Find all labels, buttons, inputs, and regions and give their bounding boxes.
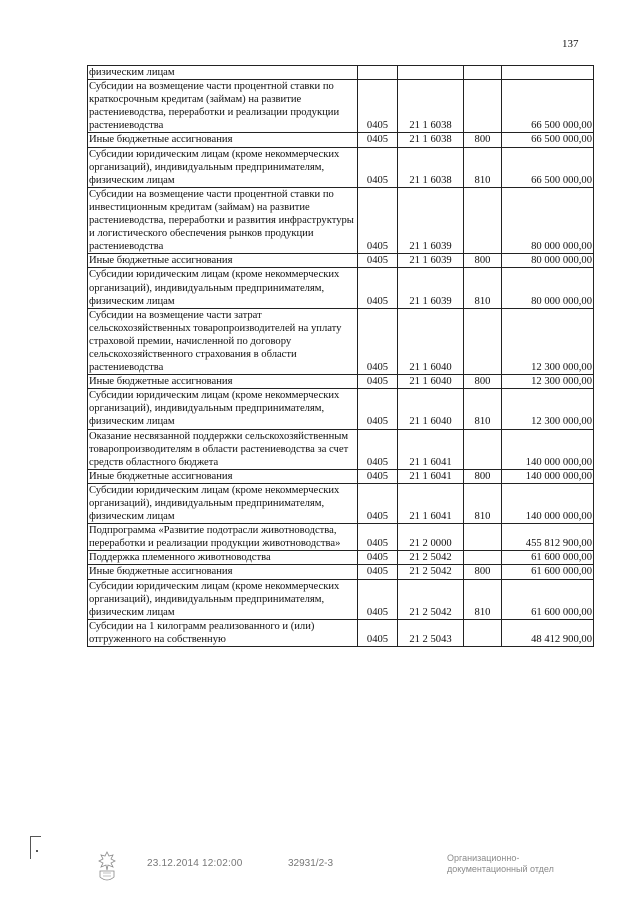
- row-name-cell: Субсидии юридическим лицам (кроме некоммерческих организаций), индивидуальным предпринимателям, физическим лицам: [88, 268, 358, 308]
- row-article-cell: 21 1 6038: [398, 80, 464, 133]
- table-row: [88, 254, 594, 268]
- row-sum-cell: 140 000 000,00: [502, 483, 594, 523]
- row-sum-cell: 61 600 000,00: [502, 579, 594, 619]
- row-sum-cell: 455 812 900,00: [502, 524, 594, 551]
- row-expense-type-cell: 810: [464, 389, 502, 429]
- row-section-cell: 0405: [358, 389, 398, 429]
- row-article-cell: 21 2 5043: [398, 619, 464, 646]
- table-row: [88, 524, 594, 551]
- row-sum-cell: 66 500 000,00: [502, 147, 594, 187]
- budget-table-body: [88, 66, 594, 647]
- row-sum-cell: 12 300 000,00: [502, 375, 594, 389]
- row-article-cell: 21 2 5042: [398, 579, 464, 619]
- row-name-cell: Субсидии на возмещение части процентной ставки по краткосрочным кредитам (займам) на развитие растениеводства, переработки и реализации продукции растениеводства: [88, 80, 358, 133]
- row-article-cell: 21 1 6041: [398, 429, 464, 469]
- row-article-cell: 21 1 6038: [398, 147, 464, 187]
- row-section-cell: 0405: [358, 429, 398, 469]
- row-article-cell: 21 1 6039: [398, 268, 464, 308]
- table-row: [88, 80, 594, 133]
- row-section-cell: 0405: [358, 619, 398, 646]
- row-expense-type-cell: [464, 551, 502, 565]
- row-expense-type-cell: 800: [464, 133, 502, 147]
- row-name-cell: Иные бюджетные ассигнования: [88, 133, 358, 147]
- footer-document-code: 32931/2-3: [288, 858, 334, 869]
- row-sum-cell: 80 000 000,00: [502, 254, 594, 268]
- row-expense-type-cell: [464, 429, 502, 469]
- table-row: [88, 308, 594, 374]
- row-name-cell: Субсидии юридическим лицам (кроме некоммерческих организаций), индивидуальным предпринимателям, физическим лицам: [88, 483, 358, 523]
- row-name-cell: Субсидии на возмещение части процентной ставки по инвестиционным кредитам (займам) на развитие растениеводства, переработки и развития инфраструктуры и логистического обеспечения рынков продукции растениеводства: [88, 187, 358, 253]
- row-expense-type-cell: [464, 619, 502, 646]
- row-article-cell: 21 2 5042: [398, 565, 464, 579]
- footer-timestamp: 23.12.2014 12:02:00: [147, 858, 243, 869]
- row-expense-type-cell: [464, 524, 502, 551]
- row-name-cell: Субсидии юридическим лицам (кроме некоммерческих организаций), индивидуальным предпринимателям, физическим лицам: [88, 147, 358, 187]
- table-row: [88, 147, 594, 187]
- row-name-cell: Поддержка племенного животноводства: [88, 551, 358, 565]
- row-sum-cell: 80 000 000,00: [502, 268, 594, 308]
- row-sum-cell: 80 000 000,00: [502, 187, 594, 253]
- row-section-cell: 0405: [358, 147, 398, 187]
- row-sum-cell: 140 000 000,00: [502, 429, 594, 469]
- row-expense-type-cell: 800: [464, 254, 502, 268]
- row-name-cell: Субсидии на 1 килограмм реализованного и (или) отгруженного на собственную: [88, 619, 358, 646]
- row-article-cell: 21 1 6040: [398, 375, 464, 389]
- table-row: [88, 429, 594, 469]
- table-row: [88, 483, 594, 523]
- row-expense-type-cell: 810: [464, 483, 502, 523]
- table-row: [88, 551, 594, 565]
- row-name-cell: Иные бюджетные ассигнования: [88, 254, 358, 268]
- row-section-cell: 0405: [358, 565, 398, 579]
- table-row: [88, 268, 594, 308]
- page-number: 137: [562, 38, 579, 50]
- row-section-cell: 0405: [358, 254, 398, 268]
- footer-dept-line2: документационный отдел: [447, 864, 554, 874]
- row-article-cell: 21 2 0000: [398, 524, 464, 551]
- budget-table: [87, 65, 594, 647]
- row-article-cell: 21 1 6040: [398, 389, 464, 429]
- row-name-cell: Оказание несвязанной поддержки сельскохозяйственным товаропроизводителям в области растениеводства за счет средств областного бюджета: [88, 429, 358, 469]
- row-expense-type-cell: [464, 80, 502, 133]
- row-section-cell: 0405: [358, 551, 398, 565]
- table-row: [88, 389, 594, 429]
- row-article-cell: 21 1 6041: [398, 483, 464, 523]
- table-row: [88, 469, 594, 483]
- table-row: [88, 579, 594, 619]
- row-expense-type-cell: 810: [464, 268, 502, 308]
- table-row: [88, 375, 594, 389]
- row-article-cell: 21 1 6039: [398, 187, 464, 253]
- row-section-cell: 0405: [358, 524, 398, 551]
- table-row: [88, 66, 594, 80]
- row-article-cell: 21 2 5042: [398, 551, 464, 565]
- corner-bracket-mark: [30, 836, 41, 859]
- row-section-cell: 0405: [358, 483, 398, 523]
- row-section-cell: 0405: [358, 308, 398, 374]
- row-name-cell: Субсидии на возмещение части затрат сельскохозяйственных товаропроизводителей на уплату страховой премии, начисленной по договору сельскохозяйственного страхования в области растениеводства: [88, 308, 358, 374]
- row-sum-cell: 12 300 000,00: [502, 308, 594, 374]
- row-sum-cell: [502, 66, 594, 80]
- row-name-cell: Подпрограмма «Развитие подотрасли животноводства, переработки и реализации продукции животноводства»: [88, 524, 358, 551]
- row-section-cell: 0405: [358, 133, 398, 147]
- row-section-cell: 0405: [358, 268, 398, 308]
- row-expense-type-cell: 800: [464, 565, 502, 579]
- row-name-cell: Субсидии юридическим лицам (кроме некоммерческих организаций), индивидуальным предпринимателям, физическим лицам: [88, 389, 358, 429]
- row-name-cell: Иные бюджетные ассигнования: [88, 375, 358, 389]
- row-expense-type-cell: 800: [464, 375, 502, 389]
- row-section-cell: 0405: [358, 375, 398, 389]
- table-row: [88, 187, 594, 253]
- row-section-cell: 0405: [358, 187, 398, 253]
- row-expense-type-cell: [464, 308, 502, 374]
- row-article-cell: 21 1 6041: [398, 469, 464, 483]
- row-article-cell: 21 1 6039: [398, 254, 464, 268]
- row-section-cell: 0405: [358, 469, 398, 483]
- row-expense-type-cell: 810: [464, 147, 502, 187]
- row-name-cell: Иные бюджетные ассигнования: [88, 565, 358, 579]
- row-section-cell: 0405: [358, 80, 398, 133]
- row-sum-cell: 61 600 000,00: [502, 565, 594, 579]
- row-article-cell: 21 1 6038: [398, 133, 464, 147]
- row-section-cell: 0405: [358, 579, 398, 619]
- coat-of-arms-emblem-icon: [95, 850, 119, 884]
- row-section-cell: [358, 66, 398, 80]
- table-row: [88, 619, 594, 646]
- row-name-cell: Субсидии юридическим лицам (кроме некоммерческих организаций), индивидуальным предпринимателям, физическим лицам: [88, 579, 358, 619]
- row-expense-type-cell: [464, 66, 502, 80]
- row-sum-cell: 66 500 000,00: [502, 80, 594, 133]
- row-sum-cell: 140 000 000,00: [502, 469, 594, 483]
- row-sum-cell: 66 500 000,00: [502, 133, 594, 147]
- footer-dept-line1: Организационно-: [447, 853, 520, 863]
- row-expense-type-cell: 810: [464, 579, 502, 619]
- row-name-cell: физическим лицам: [88, 66, 358, 80]
- footer-department-stamp: [447, 853, 554, 875]
- row-expense-type-cell: [464, 187, 502, 253]
- row-sum-cell: 12 300 000,00: [502, 389, 594, 429]
- row-sum-cell: 61 600 000,00: [502, 551, 594, 565]
- row-sum-cell: 48 412 900,00: [502, 619, 594, 646]
- row-article-cell: [398, 66, 464, 80]
- table-row: [88, 133, 594, 147]
- row-expense-type-cell: 800: [464, 469, 502, 483]
- row-article-cell: 21 1 6040: [398, 308, 464, 374]
- table-row: [88, 565, 594, 579]
- row-name-cell: Иные бюджетные ассигнования: [88, 469, 358, 483]
